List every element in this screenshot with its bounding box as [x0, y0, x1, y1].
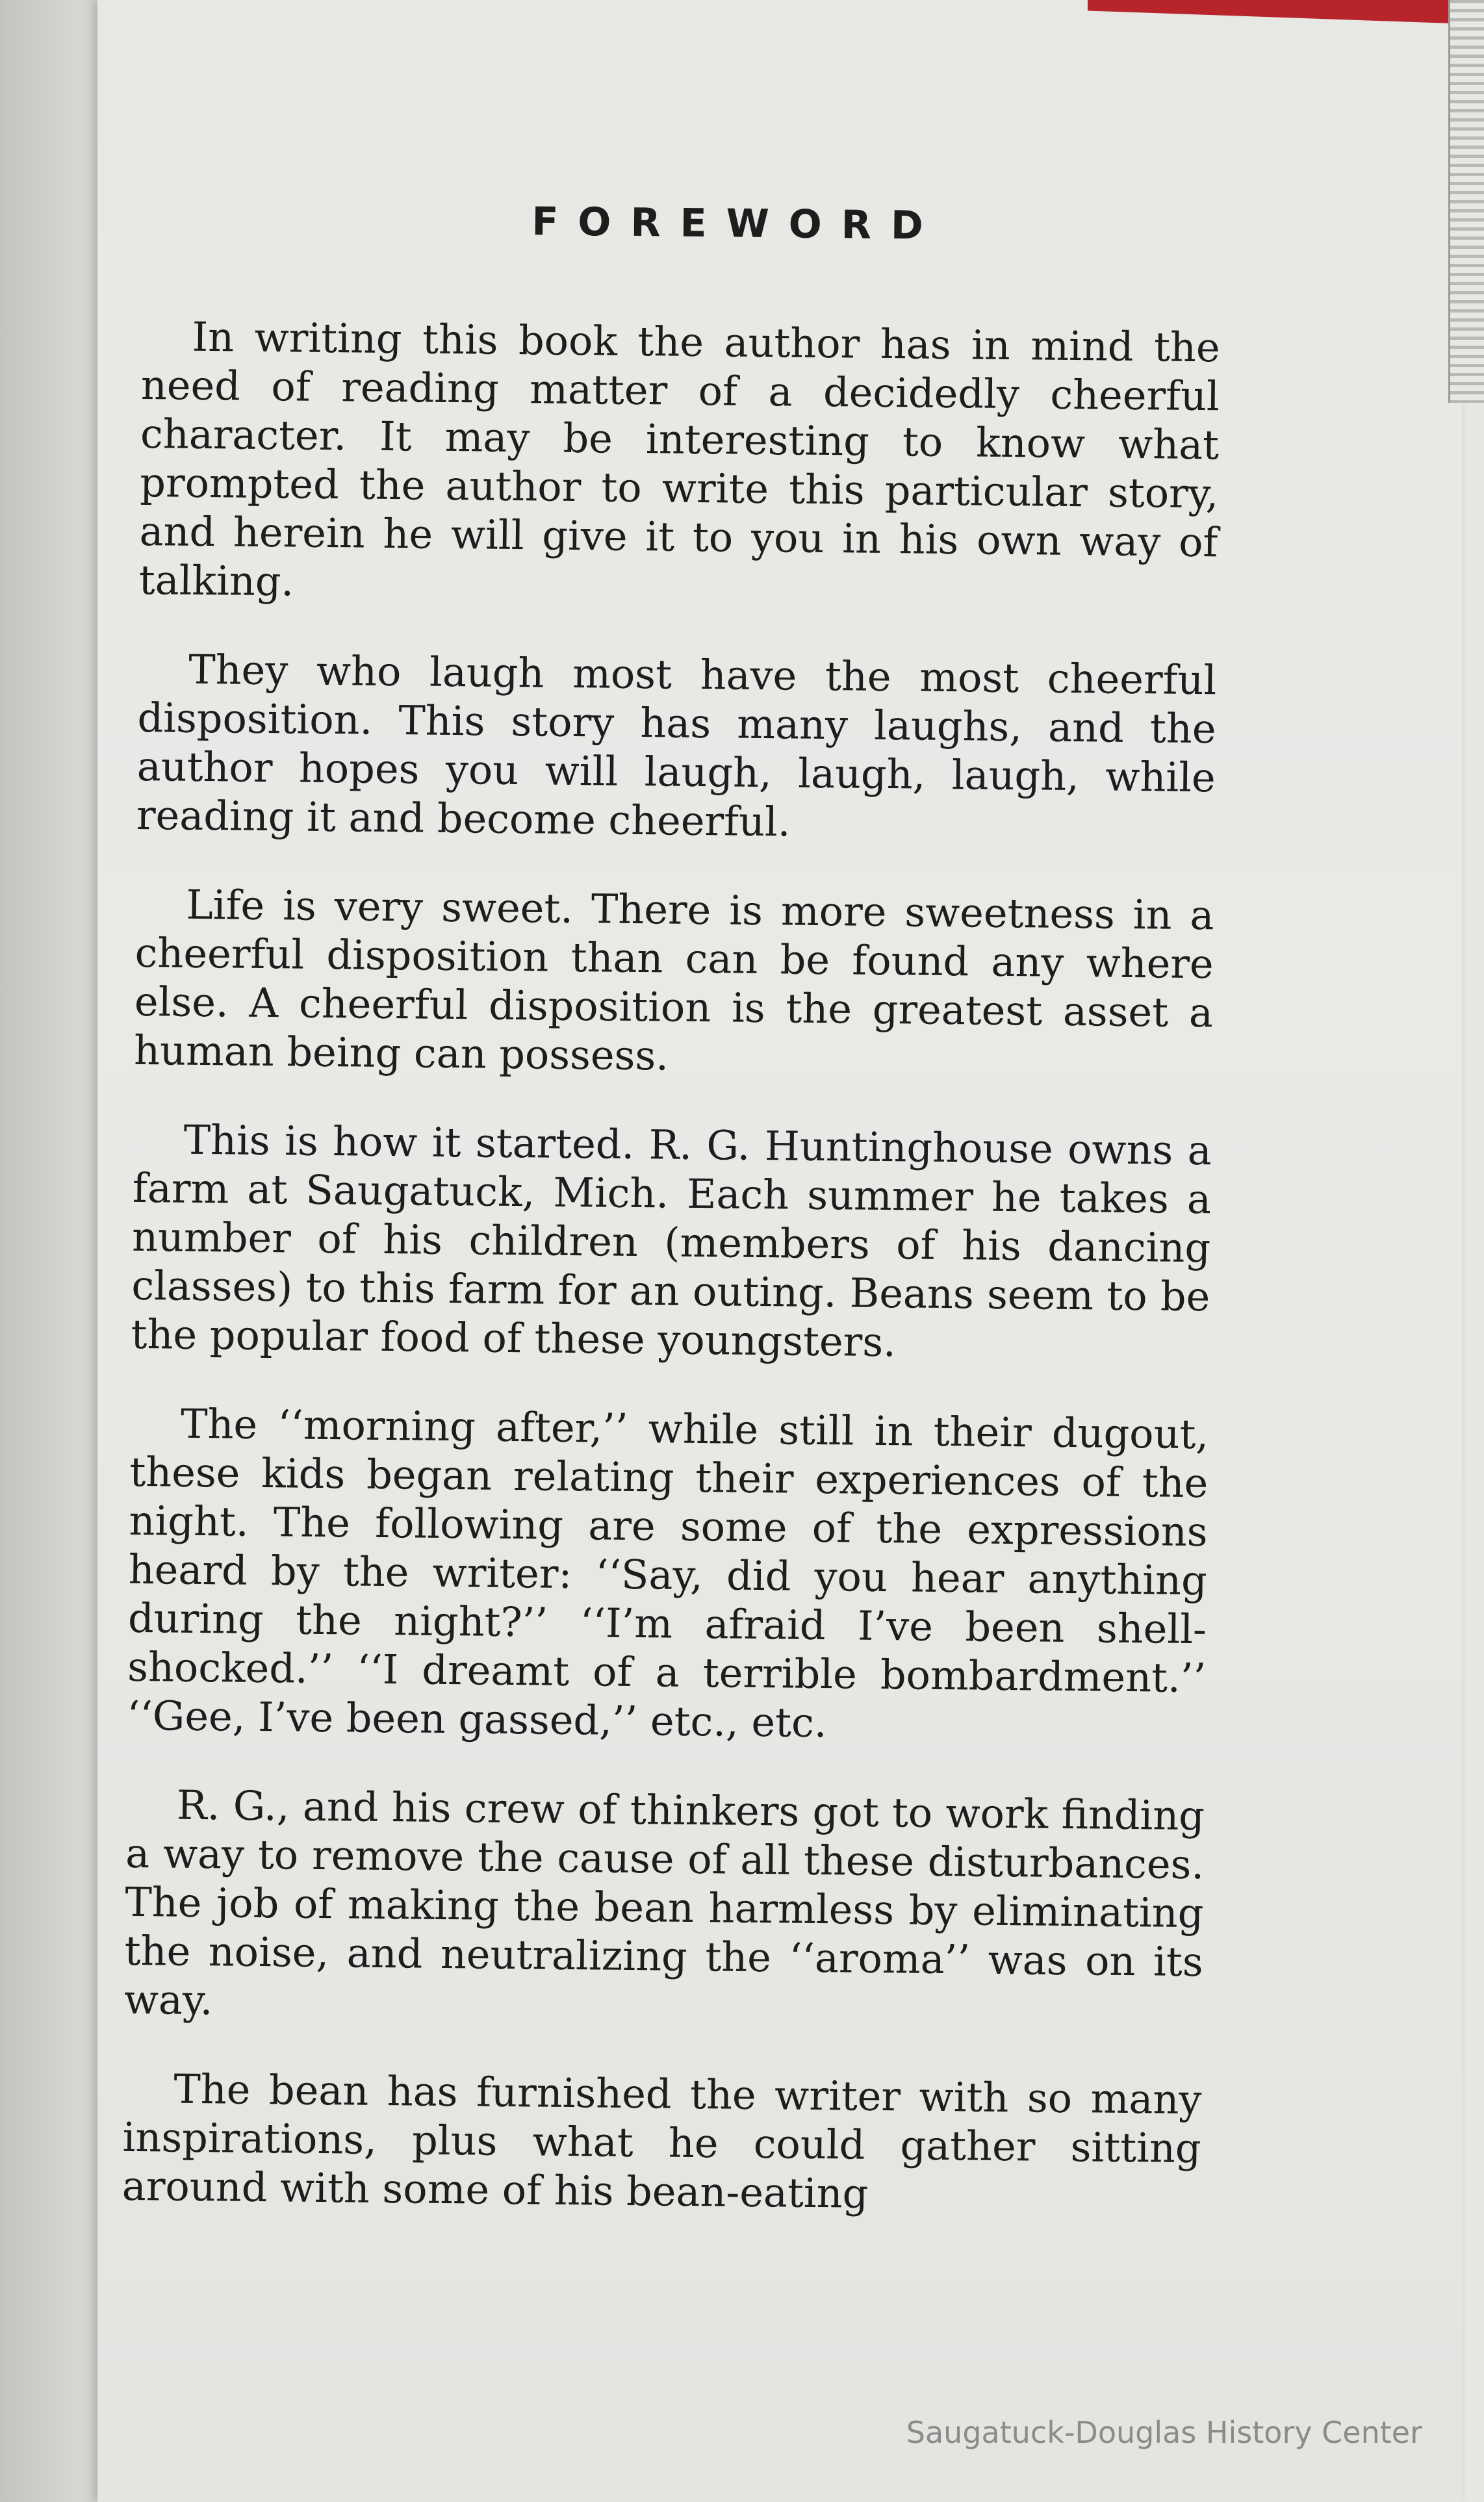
paragraph-6: R. G., and his crew of thinkers got to work finding a way to remove the cause of all these disturbances. The job of making the bean harmless by eliminating the noise, and neutralizing the ‘‘aroma’’ was on its way.: [123, 1781, 1205, 2024]
paragraph-4: This is how it started. R. G. Huntinghouse owns a farm at Saugatuck, Mich. Each summer he takes a number of his children (members of his dancing classes) to this farm for an outing. Beans seem to be the popular food of these youngsters.: [131, 1116, 1212, 1366]
paragraph-2: They who laugh most have the most cheerful disposition. This story has many laughs, and the author hopes you will laugh, laugh, laugh, while reading it and become cheerful.: [136, 645, 1217, 846]
paragraph-1: In writing this book the author has in mind the need of reading matter of a decidedly cheerful character. It may be interesting to know what prompted the author to write this particular story, and herein he will give it to you in his own way of talking.: [138, 313, 1221, 606]
watermark: Saugatuck-Douglas History Center: [906, 2415, 1422, 2450]
foreword-text: [122, 195, 1222, 2262]
paragraph-3: Life is very sweet. There is more sweetness in a cheerful disposition than can be found any where else. A cheerful disposition is the greatest asset a human being can possess.: [133, 880, 1214, 1080]
paragraph-7: The bean has furnished the writer with so many inspirations, plus what he could gather sitting around with some of his bean-eating: [122, 2065, 1202, 2217]
page-title: FOREWORD: [531, 199, 943, 249]
paragraph-5: The ‘‘morning after,’’ while still in their dugout, these kids began relating their experiences of the night. The following are some of the expressions heard by the writer: ‘‘Say, did you hear anything during the night?’’ ‘‘I’m afraid I’ve been shell-shocked.’’ ‘‘I dreamt of a terrible bombardment.’’ ‘‘Gee, I’ve been gassed,’’ etc., etc.: [127, 1399, 1209, 1747]
ruler-edge: [1448, 0, 1484, 403]
